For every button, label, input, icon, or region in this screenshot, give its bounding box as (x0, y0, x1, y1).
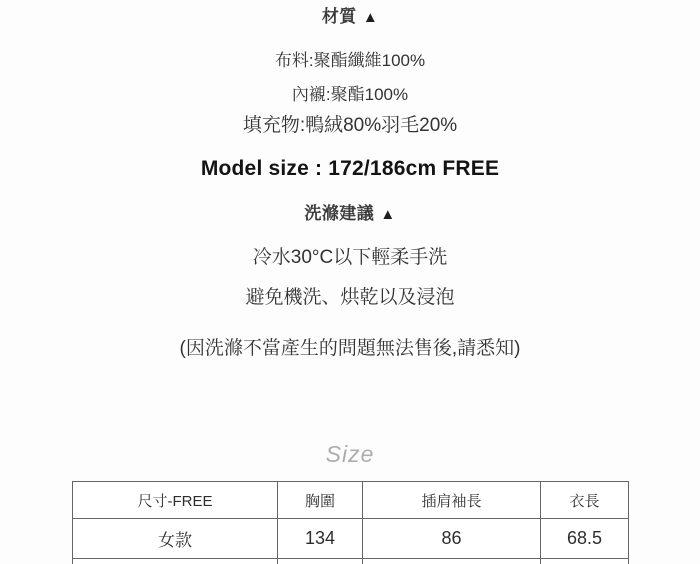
size-table-header-chest: 胸圍 (278, 482, 363, 519)
material-section-title: 材質 (321, 7, 357, 26)
material-fabric-line: 布料:聚酯纖維100% (274, 51, 426, 70)
table-row (73, 519, 629, 559)
size-table-header-size: 尺寸-FREE (73, 482, 278, 519)
wash-instruction-line: 避免機洗、烘乾以及浸泡 (245, 287, 455, 308)
size-table-header-row (73, 482, 629, 519)
wash-section-title: 洗滌建議 (304, 204, 375, 223)
size-table-header-sleeve: 插肩袖長 (363, 482, 541, 519)
wash-instruction-line: 冷水30°C以下輕柔手洗 (252, 247, 448, 268)
wash-disclaimer-line: (因洗滌不當產生的問題無法售後,請悉知) (179, 338, 521, 359)
material-filling-line: 填充物:鴨絨80%羽毛20% (242, 115, 458, 136)
triangle-up-icon: ▲ (380, 206, 396, 223)
wash-section-header[interactable] (0, 202, 700, 227)
triangle-up-icon: ▲ (362, 9, 379, 26)
material-section-header[interactable] (0, 5, 700, 30)
size-row-chest-value: 134 (278, 519, 363, 559)
size-row-sleeve-value: 86 (363, 519, 541, 559)
size-table-header-length: 衣長 (541, 482, 629, 519)
model-size-line: Model size : 172/186cm FREE (200, 157, 500, 180)
material-lining-line: 內襯:聚酯100% (291, 85, 409, 104)
size-section-title: Size (325, 441, 375, 467)
size-row-length-value: 68.5 (541, 519, 629, 559)
table-row-partial-cutoff (73, 559, 629, 564)
size-row-label: 女款 (73, 519, 278, 559)
size-table (72, 481, 629, 564)
